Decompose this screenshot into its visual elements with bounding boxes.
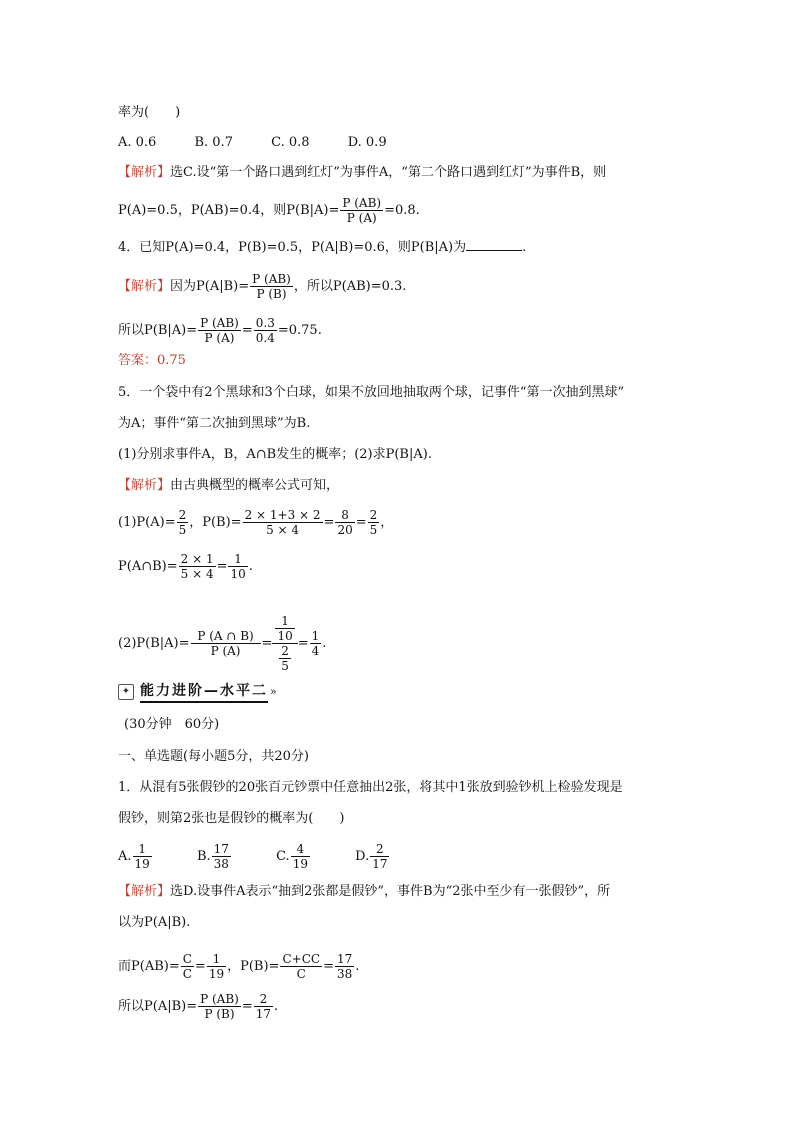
p1-option-b-den: 38	[213, 857, 229, 871]
p1-s3-frac4	[335, 952, 354, 981]
q4-frac3-den: 0.4	[255, 331, 275, 345]
q4-frac3-num: 0.3	[255, 316, 275, 330]
q5-l3-top-frac	[275, 614, 294, 643]
q5-l1-f4-num: 2	[369, 508, 378, 522]
q5-l1-eq: =	[323, 515, 335, 530]
p1-s3-f4-num: 17	[336, 952, 353, 966]
analysis-tag: 【解析】	[118, 165, 171, 180]
p1-s4-frac1	[198, 992, 241, 1021]
p1-option-a-num: 1	[133, 842, 152, 857]
p1-options	[118, 842, 424, 871]
q3-option-c: C. 0.8	[271, 135, 310, 150]
q5-l3-frac3	[310, 629, 322, 658]
section-title: 能力进阶—水平二	[140, 680, 268, 703]
q5-l3-prefix: (2)P(B|A)=	[118, 636, 190, 651]
analysis-tag: 【解析】	[118, 478, 171, 493]
q3-option-b: B. 0.7	[194, 135, 233, 150]
p1-stem-line2: 假钞，则第2张也是假钞的概率为( )	[118, 811, 345, 826]
p1-s4-eq: =	[241, 999, 253, 1014]
p1-s3-f3-num: C+CC	[282, 952, 321, 966]
q4-stem-text: 4．已知P(A)=0.4，P(B)=0.5，P(A|B)=0.6，则P(B|A)为	[118, 240, 467, 255]
q4-frac1-num: P (AB)	[252, 272, 291, 286]
q5-l2-end: .	[248, 559, 253, 574]
p1-option-c-num: 4	[291, 842, 310, 857]
q5-l3-f1-den: P (A)	[210, 644, 241, 658]
p1-option-c	[276, 842, 311, 871]
p1-s3-frac3	[280, 952, 322, 981]
q5-l1-f4-den: 5	[369, 523, 378, 537]
answer-blank	[466, 238, 522, 251]
p1-s3-f1-num: C	[182, 952, 192, 966]
q5-l1-frac1	[177, 508, 189, 537]
p1-option-b	[197, 842, 232, 871]
q4-answer: 答案：0.75	[118, 353, 186, 368]
q5-l3-top-num: 1	[275, 614, 294, 629]
q4-frac2-num: P (AB)	[200, 316, 239, 330]
q5-stem-line1: 5．一个袋中有2个黑球和3个白球，如果不放回地抽取两个球，记事件“第一次抽到黑球”	[118, 385, 625, 400]
q5-solution-line3	[118, 614, 326, 673]
q5-l1-f1-den: 5	[178, 523, 187, 537]
q5-l2-f1-den: 5 × 4	[180, 567, 214, 581]
p1-s3-eq2: =	[323, 959, 334, 974]
q4-solution-line2	[118, 316, 322, 345]
q4-sol2-prefix: 所以P(B|A)=	[118, 323, 198, 338]
q3-option-d: D. 0.9	[347, 135, 387, 150]
p1-s3-end: .	[355, 959, 360, 974]
q3-solution-text: 选C.设“第一个路口遇到红灯”为事件A，“第二个路口遇到红灯”为事件B，则	[170, 165, 607, 180]
q5-l2-eq: =	[216, 559, 228, 574]
q5-stem-line2: 为A；事件“第二次抽到黑球”为B.	[118, 416, 311, 431]
double-chevron-icon: »	[270, 685, 277, 698]
p1-option-c-den: 19	[292, 857, 308, 871]
q5-l3-bot-den: 5	[281, 659, 289, 673]
q3-frac-den: P (A)	[346, 211, 377, 225]
q3-sol2-prefix: P(A)=0.5，P(AB)=0.4，则P(B|A)=	[118, 203, 340, 218]
q5-stem-line3: (1)分别求事件A，B，A∩B发生的概率；(2)求P(B|A).	[118, 447, 432, 462]
p1-option-d-letter: D.	[355, 849, 370, 864]
q5-solution-text: 由古典概型的概率公式可知，	[170, 478, 340, 493]
q5-l1-frac4	[368, 508, 380, 537]
p1-option-d-den: 17	[372, 857, 388, 871]
q4-solution-line1	[118, 272, 406, 301]
q5-l1-f2-den: 5 × 4	[266, 523, 300, 537]
p1-s3-f2-num: 1	[207, 952, 226, 967]
q4-fraction-1	[250, 272, 293, 301]
q5-l1-eq2: =	[355, 515, 367, 530]
q5-l1-frac2	[243, 508, 323, 537]
q3-frac-num: P (AB)	[342, 196, 382, 210]
p1-s4-frac2	[254, 992, 273, 1021]
q3-fraction	[340, 196, 383, 225]
analysis-tag: 【解析】	[118, 884, 171, 899]
q5-l1-f2-num: 2 × 1+3 × 2	[244, 508, 321, 522]
q5-l2-frac2	[228, 552, 247, 581]
q4-fraction-2	[198, 316, 241, 345]
q3-stem-tail: 率为( )	[118, 105, 181, 120]
q4-sol2-suffix: =0.75.	[277, 323, 322, 338]
q5-l2-prefix: P(A∩B)=	[118, 559, 178, 574]
p1-option-c-letter: C.	[276, 849, 290, 864]
q4-frac2-den: P (A)	[204, 331, 235, 345]
q3-option-a: A. 0.6	[118, 135, 157, 150]
p1-option-d-num: 2	[370, 842, 389, 857]
q5-l1-f3-num: 8	[335, 508, 354, 523]
p1-solution-line1	[118, 883, 610, 901]
q5-l1-end: ，	[380, 515, 394, 530]
q5-l1-frac3	[335, 508, 354, 537]
q5-l3-f3-num: 1	[311, 629, 320, 643]
p1-option-b-num: 17	[213, 842, 229, 856]
p1-s3-f3-den: C	[296, 967, 306, 981]
q5-l3-eq: =	[261, 636, 273, 651]
q3-options	[118, 134, 421, 152]
p1-s3-frac2	[207, 952, 226, 981]
q5-l1-f1-num: 2	[178, 508, 187, 522]
p1-s3-frac1	[181, 952, 194, 981]
p1-s4-f1-den: P (B)	[204, 1007, 235, 1021]
q4-sol1-suffix: ，所以P(AB)=0.3.	[293, 279, 407, 294]
q5-l1-mid: ，P(B)=	[189, 515, 242, 530]
q5-l3-end: .	[322, 636, 327, 651]
q5-l3-f1-num: P (A ∩ B)	[191, 629, 261, 644]
p1-option-d	[355, 842, 390, 871]
q3-sol2-suffix: =0.8.	[384, 203, 420, 218]
lightbulb-icon: ✦	[118, 684, 134, 700]
p1-option-a-letter: A.	[118, 849, 132, 864]
time-score-line: (30分钟 60分)	[124, 717, 220, 732]
q4-stem-end: .	[522, 240, 527, 255]
q5-solution-intro	[118, 477, 339, 495]
q5-solution-line2	[118, 552, 253, 581]
p1-s3-f1-den: C	[182, 967, 192, 981]
q5-solution-line1	[118, 508, 393, 537]
q5-l1-f3-den: 20	[337, 523, 353, 537]
q5-l3-eq2: =	[297, 636, 309, 651]
q4-sol1-prefix: 因为P(A|B)=	[170, 279, 250, 294]
q4-sol2-eq: =	[241, 323, 253, 338]
q4-frac1-den: P (B)	[256, 287, 287, 301]
p1-s4-f2-den: 17	[255, 1007, 272, 1021]
part-heading: 一、单选题(每小题5分，共20分)	[118, 749, 309, 764]
analysis-tag: 【解析】	[118, 279, 171, 294]
p1-s3-mid: ，P(B)=	[227, 959, 280, 974]
p1-s3-eq: =	[194, 959, 206, 974]
q5-l3-compound-fraction	[272, 614, 297, 673]
p1-solution-text: 选D.设事件A表示“抽到2张都是假钞”，事件B为“2张中至少有一张假钞”，所	[170, 884, 611, 899]
q4-stem	[118, 238, 526, 257]
q5-l3-top-den: 10	[277, 629, 293, 643]
q5-l2-f1-num: 2 × 1	[180, 552, 214, 566]
p1-s4-prefix: 所以P(A|B)=	[118, 999, 198, 1014]
p1-s4-f1-num: P (AB)	[200, 992, 239, 1006]
p1-solution-line2: 以为P(A|B).	[118, 915, 191, 930]
p1-s4-f2-num: 2	[254, 992, 273, 1007]
p1-solution-line3	[118, 952, 359, 981]
p1-stem-line1: 1．从混有5张假钞的20张百元钞票中任意抽出2张，将其中1张放到验钞机上检验发现是	[118, 780, 623, 795]
q5-l3-bot-num: 2	[281, 644, 289, 658]
p1-s3-f2-den: 19	[208, 967, 225, 981]
q5-l3-f3-den: 4	[311, 644, 320, 658]
q5-l2-frac1	[179, 552, 216, 581]
p1-option-b-letter: B.	[196, 849, 211, 864]
q3-solution-line2	[118, 196, 420, 225]
q5-l1-prefix: (1)P(A)=	[118, 515, 176, 530]
p1-solution-line4	[118, 992, 278, 1021]
p1-s4-end: .	[274, 999, 279, 1014]
p1-s3-f4-den: 38	[336, 967, 353, 981]
q5-l2-f2-den: 10	[230, 567, 246, 581]
q5-l2-f2-num: 1	[228, 552, 247, 567]
q4-fraction-3	[254, 316, 277, 345]
q5-l3-frac1	[191, 629, 261, 658]
p1-s3-prefix: 而P(AB)=	[118, 959, 180, 974]
p1-option-a	[118, 842, 153, 871]
q5-l3-bot-frac	[279, 644, 291, 673]
p1-option-a-den: 19	[134, 857, 150, 871]
section-header	[118, 680, 277, 703]
q3-solution-line1	[118, 164, 606, 182]
